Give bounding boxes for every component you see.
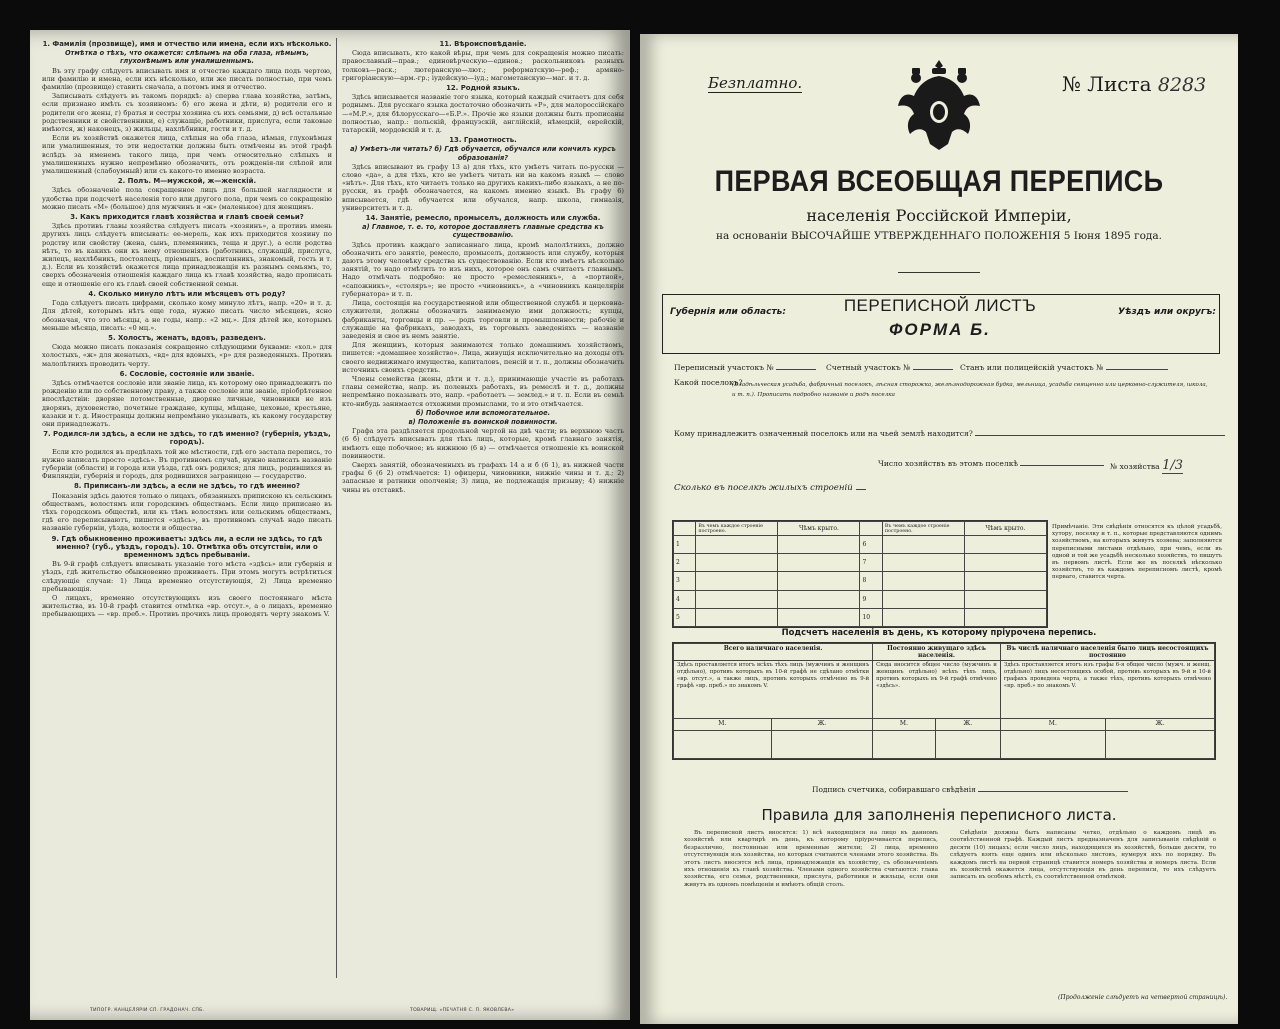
building-row-number: 4 [674,590,696,608]
settlement-label: Какой поселокъ? [674,378,743,387]
male-label: М. [873,719,936,731]
section-heading: 7. Родился-ли здѣсь, а если не здѣсь, то гдѣ именно? (губернія, уѣздъ, городъ). [43,430,331,447]
population-col-text: Здѣсь проставляется итогъ всѣхъ тѣхъ лицъ (мужчинъ и женщинъ отдѣльно), противъ которыхъ въ 10-й графѣ не сдѣлано отмѣтки «вр. отсут.», а также лицъ, противъ которыхъ отмѣчено въ 9-й графѣ «вр. преб.» по знакомъ V. [674,661,873,719]
continued-note: (Продолженіе слѣдуетъ на четвертой страницѣ). [1058,994,1228,1001]
male-label: М. [1000,719,1105,731]
police-district-label: Станъ или полицейскій участокъ № [960,363,1104,372]
building-row-number: 1 [674,536,696,554]
instruction-paragraph: Записывать слѣдуетъ въ такомъ порядкѣ: а) сперва глава хозяйства, затѣмъ, если признано имѣть съ хозяиномъ: б) его жена и дѣти, в) родители его и родители его жены, г) братья и сестры хозяина съ ихъ семьями, д) всѣ остальные родственники и свойственники, е) служащіе, работники, прислуга, если таковые имѣются, ж) наконецъ, з) жильцы, нахлѣбники, гости и т. д. [42,92,332,134]
settlement-hint: (Владѣльческая усадьба, фабричный поселокъ, лѣсная сторожка, желѣзнодорожная будка, мельница, усадьба священно или церковно-служителя, школа, и т. п.). Прописать подробно названіе и родъ поселка [732,382,1208,398]
section-subheading: в) Положеніе въ воинской повинности. [408,417,558,426]
instruction-paragraph: Здѣсь обозначеніе пола сокращенное лицъ для большей наглядности и удобства при подсчетѣ населенія того или другого пола, при чемъ со сокращенію можно писать «М» (большое) для мужчинъ и «ж» (маленькое) для женщинъ. [42,186,332,211]
form-variant: ФОРМА Б. [889,320,991,339]
instruction-paragraph: Для женщинъ, которыя занимаются только домашнимъ хозяйствомъ, пишется: «домашнее хозяйство». Лица, живущія исключительно на доходы отъ своего недвижимаго имущества, капиталовъ, пенсій и т. п., должны обозначить источникъ своихъ средствъ. [342,341,624,374]
buildings-header-roof-2: Чѣмъ крыто. [964,522,1046,536]
population-col-title: Въ числѣ наличнаго населенія было лицъ несостоящихъ постоянно [1000,644,1214,661]
section-heading: 1. Фамилія (прозвище), имя и отчество или имена, если ихъ нѣсколько. [42,40,332,48]
gubernia-label: Губернія или область: [670,307,786,317]
owner-field [674,428,1225,438]
buildings-header-built-2: Въ чемъ каждое строеніе построено. [882,522,964,536]
census-subtitle: населенія Россійской Имперіи, [806,206,1072,225]
household-number-label: № хозяйства [1110,462,1160,471]
building-row-number: 9 [860,590,882,608]
section-heading: 9. Гдѣ обыкновенно проживаетъ: здѣсь ли, а если не здѣсь, то гдѣ именно? (губ., уѣздъ, городъ). 10. Отмѣтка объ отсутствіи, или о временномъ здѣсь пребываніи. [51,534,323,559]
female-label: Ж. [771,719,873,731]
population-col-text: Здѣсь проставляется итогъ изъ графы 6-я общее число (мужч. и женщ. отдѣльно) лицъ несостоящихъ особой, противъ которыхъ въ 9-й и 10-й графахъ проведена черта, а также тѣхъ, противъ которыхъ отмѣчено «вр. преб.» по знакомъ V. [1000,661,1214,719]
rules-column-right [950,830,1216,882]
buildings-header-built: Въ чемъ каждое строеніе построено. [696,522,778,536]
section-heading: 12. Родной языкъ. [446,84,520,93]
buildings-note: Примѣчаніе. Эти свѣдѣнія относятся къ цѣлой усадьбѣ, хутору, поселку и т. п., которые представляются однимъ хозяйствомъ, на которыхъ живутъ хозяева; заполняются переписными листами отдѣльно, при чемъ, если въ одной и той же усадьбѣ несколько хозяйствъ, то пишутъ въ первомъ листѣ. Если же въ поселкѣ нѣсколько хозяйствъ, то въ каждомъ переписномъ листѣ, кромѣ перваго, ставится черта. [1052,524,1222,581]
section-heading: 14. Занятіе, ремесло, промыселъ, должность или служба. [365,214,601,223]
instructions-column-2 [342,38,624,495]
building-row-number: 10 [860,608,882,626]
uezd-label: Уѣздъ или округъ: [1118,307,1216,317]
instruction-paragraph: Года слѣдуетъ писать цифрами, сколько кому минуло лѣтъ, напр. «20» и т. д. Для дѣтей, которымъ нѣтъ еще года, нужно писать число мѣсяцевъ, ясно обозначая, что это мѣсяцы, а не годы, напр.: «2 мц.». Для дѣтей же, которымъ меньше мѣсяца, писать: «0 мц.». [42,299,332,332]
female-label: Ж. [935,719,1000,731]
title-separator [898,272,980,273]
right-page [640,34,1238,1024]
building-row-number: 2 [674,554,696,572]
building-row-number: 3 [674,572,696,590]
census-legal-basis: на основаніи ВЫСОЧАЙШЕ УТВЕРЖДЕННАГО ПОЛОЖЕНІЯ 5 Іюня 1895 года. [715,230,1162,242]
census-district-field [674,362,816,372]
left-page [30,30,630,1020]
sheet-number-label: № Листа [1062,72,1152,96]
census-title: ПЕРВАЯ ВСЕОБЩАЯ ПЕРЕПИСЬ [714,164,1164,198]
instruction-paragraph: Здѣсь противъ главы хозяйства слѣдуетъ писать «хозяинъ», а противъ имень другихъ лицъ слѣдуетъ вписывать: ее-мерель, как ихъ приходится хозяину по родству или свойству (жена, сынъ, племянникъ, теща и друг.), а если родства нѣтъ, то въ какихъ они къ нему отношеніяхъ (работникъ, служащій, прислуга, жилецъ, нахлѣбникъ, постоялецъ, пріемышъ, воспитанникъ, знакомый, гость и т. д.). Если въ хозяйствѣ окажется лица принадлежащія къ разнымъ семьямъ, то, сверхъ обозначенія отношенія каждаго лица къ главѣ хозяйства, надо прописать еще и отношеніе его къ главѣ своей собственной семьи. [42,222,332,288]
household-number-value: 1/3 [1162,458,1184,473]
section-subheading: а) Умѣетъ-ли читать? б) Гдѣ обучается, обучался или кончилъ курсъ образованія? [350,145,616,162]
dwellings-label: Сколько въ поселкѣ жилыхъ строеній [674,483,853,493]
instruction-paragraph: О лицахъ, временно отсутствующихъ изъ своего постояннаго мѣста жительства, въ 10-й графѣ ставится отмѣтка «вр. отсут.», а о лицахъ, временно пребывающихъ — «вр. преб.». Противъ прочихъ лицъ проводятъ черту знакомъ V. [42,594,332,619]
population-count-heading: Подсчетъ населенія въ день, къ которому пріурочена перепись. [781,627,1097,637]
instruction-paragraph: Здѣсь вписывается названіе того языка, который каждый считаетъ для себя роднымъ. Для русскаго языка достаточно обозначить «Р», для малороссійскаго—«М.Р.», для бѣлорусскаго—«Б.Р.». Прочіе же языки должны быть прописаны полностью, напр.: польскій, французскій, англійскій, нѣмецкій, еврейскій, татарскій, мордовскій и т. д. [342,93,624,135]
female-label: Ж. [1105,719,1214,731]
instructions-column-1 [42,38,332,620]
rules-column-left [684,830,938,889]
section-subheading: Отмѣтка о тѣхъ, что окажется: слѣпымъ на оба глаза, нѣмымъ, глухонѣмымъ или умалишеннымъ. [64,49,310,66]
household-number-field [1110,458,1183,473]
instruction-paragraph: Въ эту графу слѣдуетъ вписывать имя и отчество каждаго лица подъ чертою, или фамилію и имена, если ихъ нѣсколько, или же писать полностью, при чемъ фамилію (прозвище) ставить сначала, а потомъ имя и отчество. [42,66,332,92]
dwellings-field [674,482,866,493]
households-count-label: Число хозяйствъ въ этомъ поселкѣ [878,459,1019,468]
rules-right-text: Свѣдѣнія должны быть написаны четко, отдѣльно о каждомъ лицѣ въ соотвѣтственной графѣ. Каждый листъ предназначенъ для записыванія свѣдѣній о десяти (10) лицахъ; если число лицъ, находящихся въ хозяйствѣ, больше десяти, то слѣдуетъ взять еще одинъ или нѣсколько листовъ, нумеруя ихъ по порядку. Въ каждомъ листѣ на первой страницѣ ставится номеръ хозяйства и номеръ листа. Если въ хозяйствѣ окажется лица, отсутствующія въ день переписи, то ихъ слѣдуетъ записать въ особомъ мѣстѣ, съ соотвѣтственной отмѣткой. [950,830,1216,881]
section-heading: 11. Вѣроисповѣданіе. [439,40,527,48]
instruction-paragraph: Лица, состоящія на государственной или общественной службѣ и церковна-служители, должны обозначить занимаемую ими должность; купцы, фабриканты, торговцы и пр. — родъ торговли и промышленности; рабочіе и служащіе на фабрикахъ, заводахъ, въ торговыхъ заведеніяхъ — названіе заведенія и свое въ немъ занятіе. [342,299,624,340]
instruction-paragraph: Сюда вписывать, кто какой вѣры, при чемъ для сокращенія можно писать: православный—прав.; единовѣрческую—единов.; раскольниковъ разныхъ толковъ—раск.; лютеранскую—лют.; реформатскую—реф.; армяно-григоріанскую—арм.-гр.; іудейскую—іуд.; магометанскую—маг. и т. д. [342,49,624,82]
section-heading: 4. Сколько минуло лѣтъ или мѣсяцевъ отъ роду? [88,289,286,298]
column-divider [336,38,337,978]
rules-title: Правила для заполненія переписного листа. [761,806,1117,824]
instruction-paragraph: Показанія здѣсь даются только о лицахъ, обязанныхъ припискою къ сельскимъ обществамъ, волостямъ или городскимъ обществамъ. Если лицо приписано въ тѣхъ городскомъ обществѣ, или къ тѣмъ волостямъ или сельскимъ обществамъ, гдѣ его переписываютъ, пишется «здѣсь», въ противномъ случаѣ надо писать названіе губерніи, уѣзда, волости и общества. [42,491,332,533]
building-row-number: 7 [860,554,882,572]
instruction-paragraph: Если кто родился въ предѣлахъ той же мѣстности, гдѣ его застала перепись, то нужно написать просто «здѣсь». Въ противномъ случаѣ, нужно написать названіе губерніи (области) и города или уѣзда, гдѣ онъ родился; для лицъ, родившихся въ Финляндіи, губернія и городъ, для родившихся заграницею — государство. [42,447,332,481]
instruction-paragraph: Сверхъ занятій, обозначенныхъ въ графахъ 14 а и б (6 1), въ нижней части графы 6 (6 2) отмѣчается: 1) офицеры, чиновники, нижніе чины и т. д.; 2) запасные и ратники ополченія; 3) лица, не подлежащія призыву; 4) нижніе чины въ отставкѣ. [342,460,624,494]
population-count-table [672,642,1216,760]
population-col-title: Постоянно живущаго здѣсь населенія. [873,644,1001,661]
printer-imprint-right: ТОВАРИЩ. «ПЕЧАТНЯ С. П. ЯКОВЛЕВА» [410,1008,515,1013]
police-district-field [960,362,1168,372]
building-row-number: 5 [674,608,696,626]
rules-left-text: Въ переписной листъ вносятся: 1) всѣ находящіяся на лицо въ данномъ хозяйствѣ или квартирѣ въ день, къ которому пріурочивается перепись, безразлично, постоянные или временные жители; 2) лица, временно отсутствующія изъ хозяйства, но которыя считаются членами этого хозяйства. Въ этотъ листъ вносятся всѣ лица, принадлежащія къ хозяйству, съ обозначеніемъ ихъ отношенія къ главѣ хозяйства. Членами одного хозяйства считаются: глава хозяйства, его семья, родственники, прислуга, работники и жильцы, если они живутъ въ одномъ помѣщеніи и имѣютъ общій столъ. [684,830,938,888]
instruction-paragraph: Сюда можно писать показанія сокращенно слѣдующими буквами: «хол.» для холостыхъ, «ж» для женатыхъ, «вд» для вдовыхъ, «р» для разведенныхъ. Противъ малолѣтнихъ проводить черту. [42,343,332,368]
instruction-paragraph: Здѣсь отмѣчается сословіе или званіе лица, къ которому оно принадлежитъ по рожденію или по собственному праву, а также сословіе или званіе, пріобрѣтенное впослѣдствіи: дворяне потомственные, дворяне личные, чиновники не изъ дворянъ, духовенство, почетные граждане, купцы, мѣщане, цеховые, крестьяне, казаки и т. д. Иностранцы должны непремѣнно указывать, къ какому государству они принадлежатъ. [42,378,332,428]
buildings-table [672,520,1048,628]
section-heading: 13. Грамотность. [449,136,517,145]
instruction-paragraph: Здѣсь противъ каждаго записаннаго лица, кромѣ малолѣтнихъ, должно обозначить его занятіе, ремесло, промыселъ, должность или службу, которыя даютъ этому человѣку средства къ существованію. Если кто имѣетъ нѣсколько занятій, то надо отмѣтить то изъ нихъ, которое онъ самъ считаетъ главнымъ. Надо отмѣчать подробно: не просто «ремесленникъ», а «портной», «сапожникъ», «столяръ»; не просто «чиновникъ», а «чиновникъ канцеляріи губернатора» и т. п. [342,240,624,298]
sheet-number-value: 8283 [1157,74,1207,96]
section-heading: 8. Приписанъ-ли здѣсь, а если не здѣсь, то гдѣ именно? [74,482,300,491]
counting-district-field [826,362,953,372]
male-label: М. [674,719,772,731]
section-heading: 5. Холостъ, женатъ, вдовъ, разведенъ. [108,333,266,342]
population-col-title: Всего наличнаго населенія. [674,644,873,661]
households-count-field [878,458,1104,468]
printer-imprint-left: ТИПОГР. КАНЦЕЛЯРІИ СП. ГРАДОНАЧ. СПБ. [90,1008,205,1013]
instruction-paragraph: Въ 9-й графѣ слѣдуетъ вписывать указаніе того мѣста «здѣсь» или губернія и уѣздъ, гдѣ жительство обыкновенно проживаетъ. При этомъ могутъ встрѣтиться слѣдующіе случаи: 1) Лица временно отсутствующія, 2) Лица временно пребывающія. [42,560,332,593]
building-row-number: 8 [860,572,882,590]
census-district-label: Переписный участокъ № [674,363,774,372]
instruction-paragraph: Члены семейства (жены, дѣти и т. д.), принимающіе участіе въ работахъ главы семейства, напр. въ полевыхъ работахъ, въ ремеслѣ и т. д., должны непремѣнно показывать это, напр. «работаетъ — землед.» и т. п. Если въ семьѣ кто-нибудь занимается отхожими промыслами, то и это отмѣчается. [342,374,624,408]
building-row-number: 6 [860,536,882,554]
enumerator-signature-field [812,784,1128,794]
form-title: ПЕРЕПИСНОЙ ЛИСТЪ [843,296,1037,315]
sheet-number [1062,72,1206,96]
section-heading: 3. Какъ приходится главѣ хозяйства и главѣ своей семьи? [70,213,304,222]
section-heading: 2. Полъ. М—мужской, ж—женскій. [117,177,257,186]
owner-label: Кому принадлежитъ означенный поселокъ или на чьей землѣ находится? [674,429,973,438]
buildings-header-roof: Чѣмъ крыто. [778,522,860,536]
section-subheading: а) Главное, т. е. то, которое доставляетъ главные средства къ существованію. [362,223,604,240]
instruction-paragraph: Если въ хозяйствѣ окажется лица, слѣпыя на оба глаза, нѣмыя, глухонѣмыя или умалишенныя, то эти недостатки должны быть отмѣчены въ этой графѣ вслѣдъ за именемъ такого лица, при чемъ относительно слѣпыхъ и умалишенныхъ нужно непремѣнно обозначить, отъ рожденія-ли слѣпой или умалишенный (слабоумный) или съ какого-то именно возраста. [42,134,332,176]
section-heading: 6. Сословіе, состояніе или званіе. [119,369,255,378]
counting-district-label: Счетный участокъ № [826,363,911,372]
population-col-text: Сюда вносится общее число (мужчинъ и женщинъ отдѣльно) всѣхъ тѣхъ лицъ, противъ которыхъ въ 9-й графѣ отмѣчено «здѣсь». [873,661,1001,719]
instruction-paragraph: Графа эта раздѣляется продольной чертой на двѣ части; въ верхнюю часть (6 б) слѣдуетъ вписывать для тѣхъ лицъ, которые, кромѣ главнаго занятія, имѣютъ еще побочное; въ нижнюю (6 в) — отмѣчается отношеніе къ воинской повинности. [342,427,624,460]
free-label: Безплатно. [708,74,803,92]
double-headed-eagle-emblem [896,56,982,156]
section-subheading: б) Побочное или вспомогательное. [415,408,551,417]
enumerator-signature-label: Подпись счетчика, собиравшаго свѣдѣнія [812,785,976,794]
instruction-paragraph: Здѣсь вписывают въ графу 13 а) для тѣхъ, кто умѣетъ читать по-русски — слово «да», а для тѣхъ, кто не умѣетъ читать ни на какомъ языкѣ — слово «нѣтъ». Для тѣхъ, кто читаетъ только на другихъ какихъ-либо языкахъ, а не по-русски, въ графѣ обозначается, на какомъ именно языкѣ. Въ графу 6) вписывается, гдѣ обучается или обучался, напр. школа, гимназія, университетъ и т. д. [342,162,624,212]
